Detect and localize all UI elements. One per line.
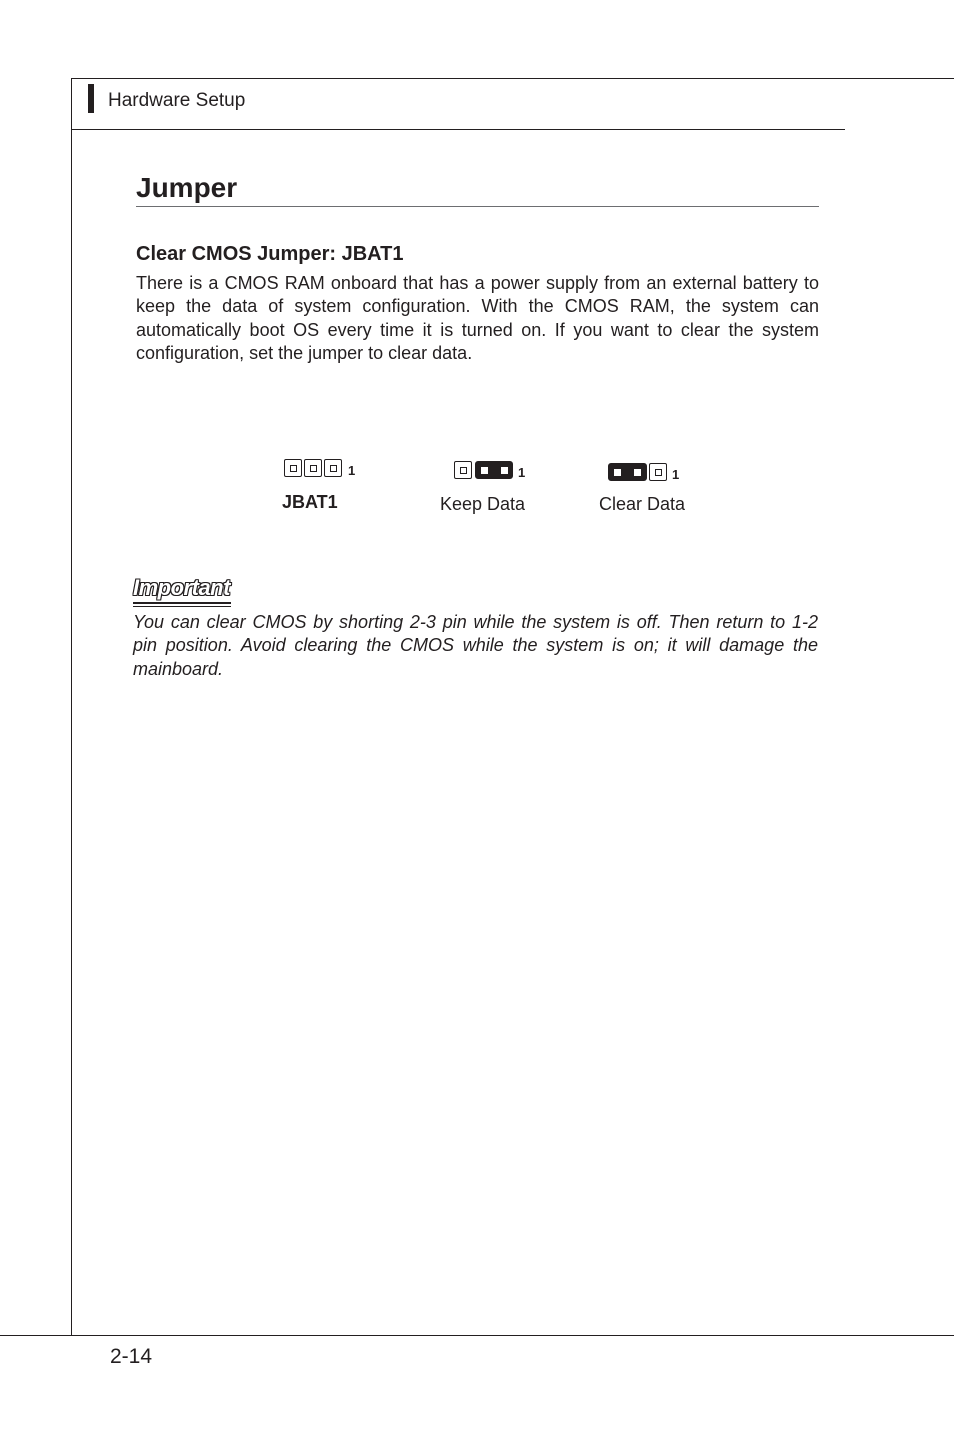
jumper-pin bbox=[608, 463, 626, 481]
jumper-pin bbox=[495, 461, 513, 479]
pin-one-marker: 1 bbox=[518, 465, 526, 480]
header-rule bbox=[71, 129, 845, 130]
section-title: Clear CMOS Jumper: JBAT1 bbox=[136, 243, 404, 265]
jumper-pin bbox=[454, 461, 472, 479]
frame-left-line bbox=[71, 78, 72, 1335]
important-underline bbox=[133, 602, 231, 604]
jumper-pin bbox=[284, 459, 302, 477]
jumper-label-keep-data: Keep Data bbox=[440, 494, 526, 514]
frame-top-line bbox=[71, 78, 954, 79]
jumper-label-clear-data: Clear Data bbox=[599, 494, 686, 514]
running-header: Hardware Setup bbox=[108, 90, 246, 111]
jumper-label-jbat1: JBAT1 bbox=[282, 492, 338, 512]
jumper-pin bbox=[628, 463, 646, 481]
pin-one-marker: 1 bbox=[348, 463, 356, 478]
jumper-pin bbox=[324, 459, 342, 477]
title-underline bbox=[136, 206, 819, 207]
footer-rule bbox=[0, 1335, 954, 1336]
jumper-pin bbox=[475, 461, 493, 479]
important-note-text: You can clear CMOS by shorting 2-3 pin while the system is off. Then return to 1-2 pin position. Avoid clearing the CMOS while the system is on; it will damage the mainboard. bbox=[133, 612, 818, 679]
section-body: There is a CMOS RAM onboard that has a power supply from an external battery to keep the data of system configuration. With the CMOS RAM, the system can automatically boot OS every time it is turned on. If you want to clear the system configuration, set the jumper to clear data. bbox=[136, 273, 819, 363]
jumper-pin bbox=[304, 459, 322, 477]
important-underline-thin bbox=[133, 606, 231, 607]
jumper-pin bbox=[649, 463, 667, 481]
header-marker-bar bbox=[88, 84, 94, 113]
page-number: 2-14 bbox=[110, 1345, 153, 1368]
important-heading: Important bbox=[133, 575, 230, 600]
page-title: Jumper bbox=[136, 172, 238, 203]
pin-one-marker: 1 bbox=[672, 467, 680, 482]
